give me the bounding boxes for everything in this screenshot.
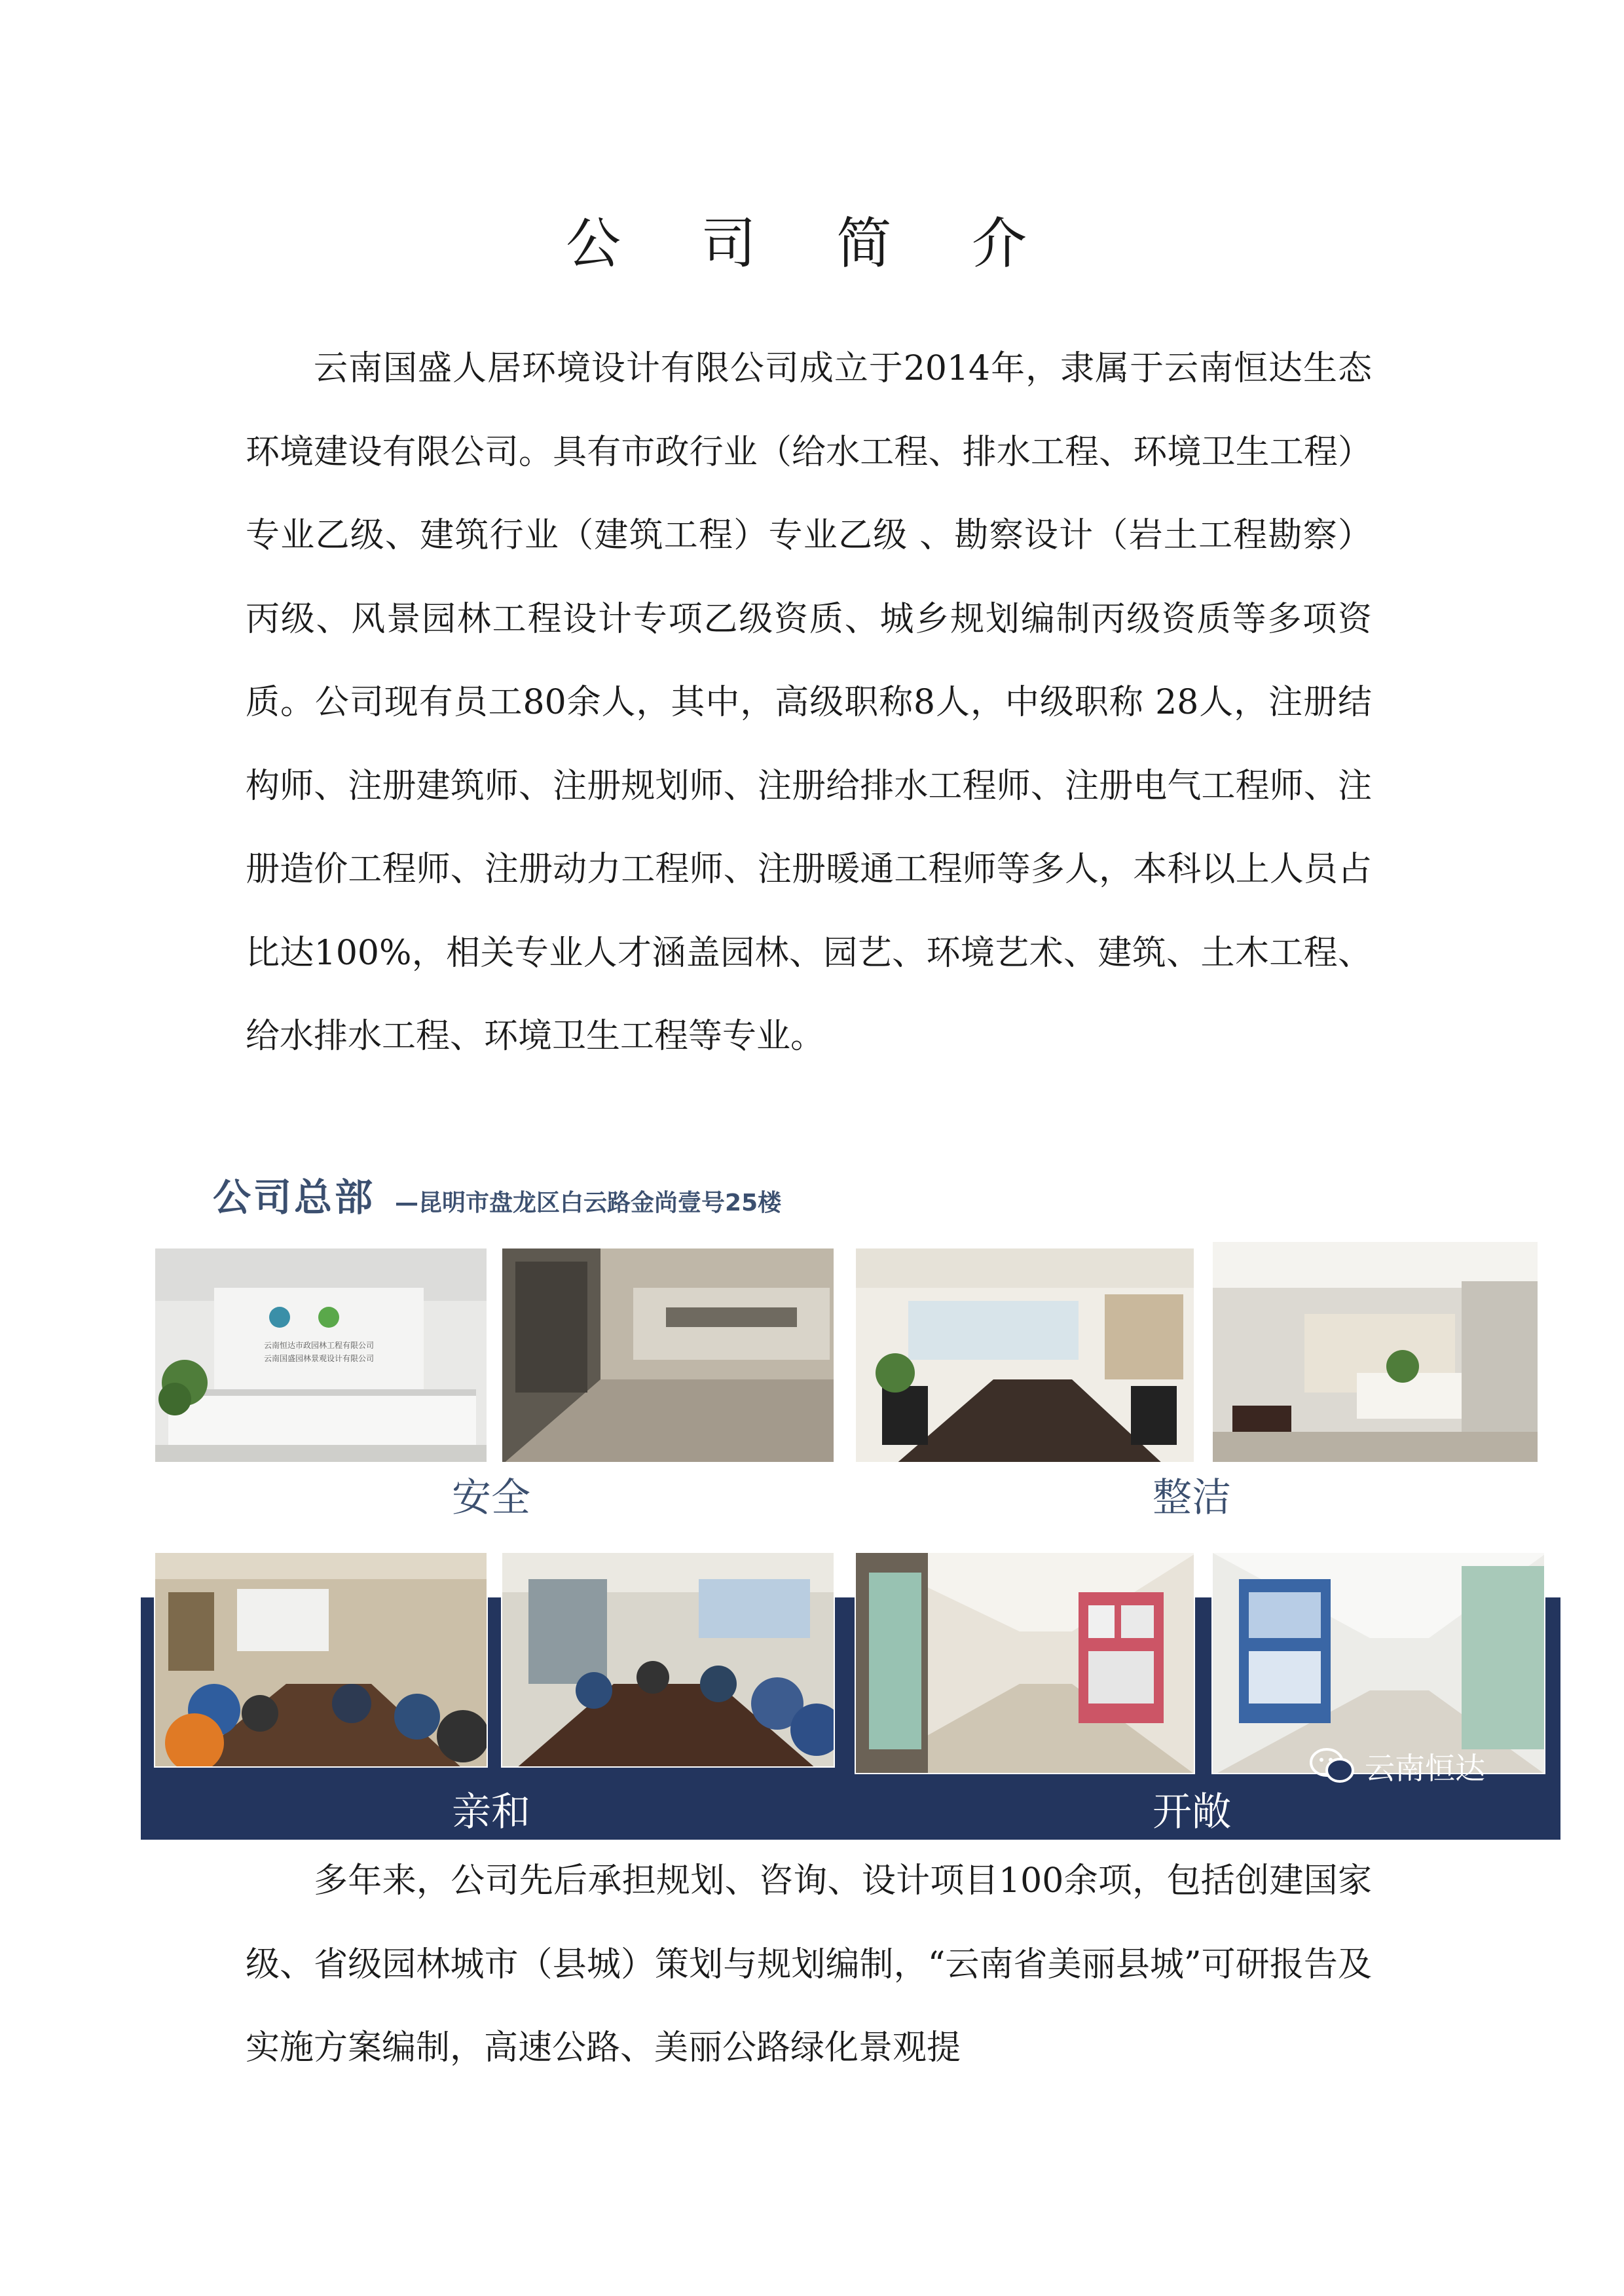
headquarters-label: 公司总部 (213, 1175, 376, 1220)
caption-open: 开敞 (1153, 1789, 1231, 1835)
headquarters-address: —昆明市盘龙区白云路金尚壹号25楼 (395, 1190, 782, 1216)
headquarters-heading (213, 1167, 781, 1226)
page-title: 公 司 简 介 (565, 211, 1059, 276)
reception-sign-line-1: 云南恒达市政园林工程有限公司 (263, 1341, 375, 1350)
caption-friendly: 亲和 (452, 1789, 530, 1835)
caption-safety: 安全 (452, 1475, 530, 1521)
photo-meeting-room (855, 1247, 1195, 1463)
photo-lobby (501, 1247, 835, 1463)
wechat-icon (1310, 1748, 1356, 1785)
photo-corridor-2 (1211, 1552, 1545, 1774)
photo-meeting-1 (154, 1552, 488, 1768)
reception-sign-line-2: 云南国盛园林景观设计有限公司 (263, 1354, 375, 1363)
photo-corridor-1 (855, 1552, 1195, 1774)
watermark-text: 云南恒达 (1365, 1751, 1485, 1786)
projects-paragraph: 多年来，公司先后承担规划、咨询、设计项目100余项，包括创建国家级、省级园林城市（县城）策划与规划编制，“云南省美丽县城”可研报告及实施方案编制，高速公路、美丽公路绿化景观提 (246, 1861, 1372, 2068)
photo-reception-desk (1211, 1241, 1539, 1463)
wechat-watermark (1310, 1745, 1485, 1788)
photo-meeting-2 (501, 1552, 835, 1768)
photo-reception (154, 1247, 488, 1463)
intro-paragraph: 云南国盛人居环境设计有限公司成立于2014年，隶属于云南恒达生态环境建设有限公司。具有市政行业（给水工程、排水工程、环境卫生工程）专业乙级、建筑行业（建筑工程）专业乙级 、勘察设计（岩土工程勘察）丙级、风景园林工程设计专项乙级资质、城乡规划编制丙级资质等多项资质。公司现有员工80余人，其中，高级职称8人，中级职称 28人，注册结构师、注册建筑师、注册规划师、注册给排水工程师、注册电气工程师、注册造价工程师、注册动力工程师、注册暖通工程师等多人，本科以上人员占比达100%，相关专业人才涵盖园林、园艺、环境艺术、建筑、土木工程、给水排水工程、环境卫生工程等专业。 (246, 349, 1372, 1056)
caption-tidy: 整洁 (1153, 1475, 1231, 1521)
